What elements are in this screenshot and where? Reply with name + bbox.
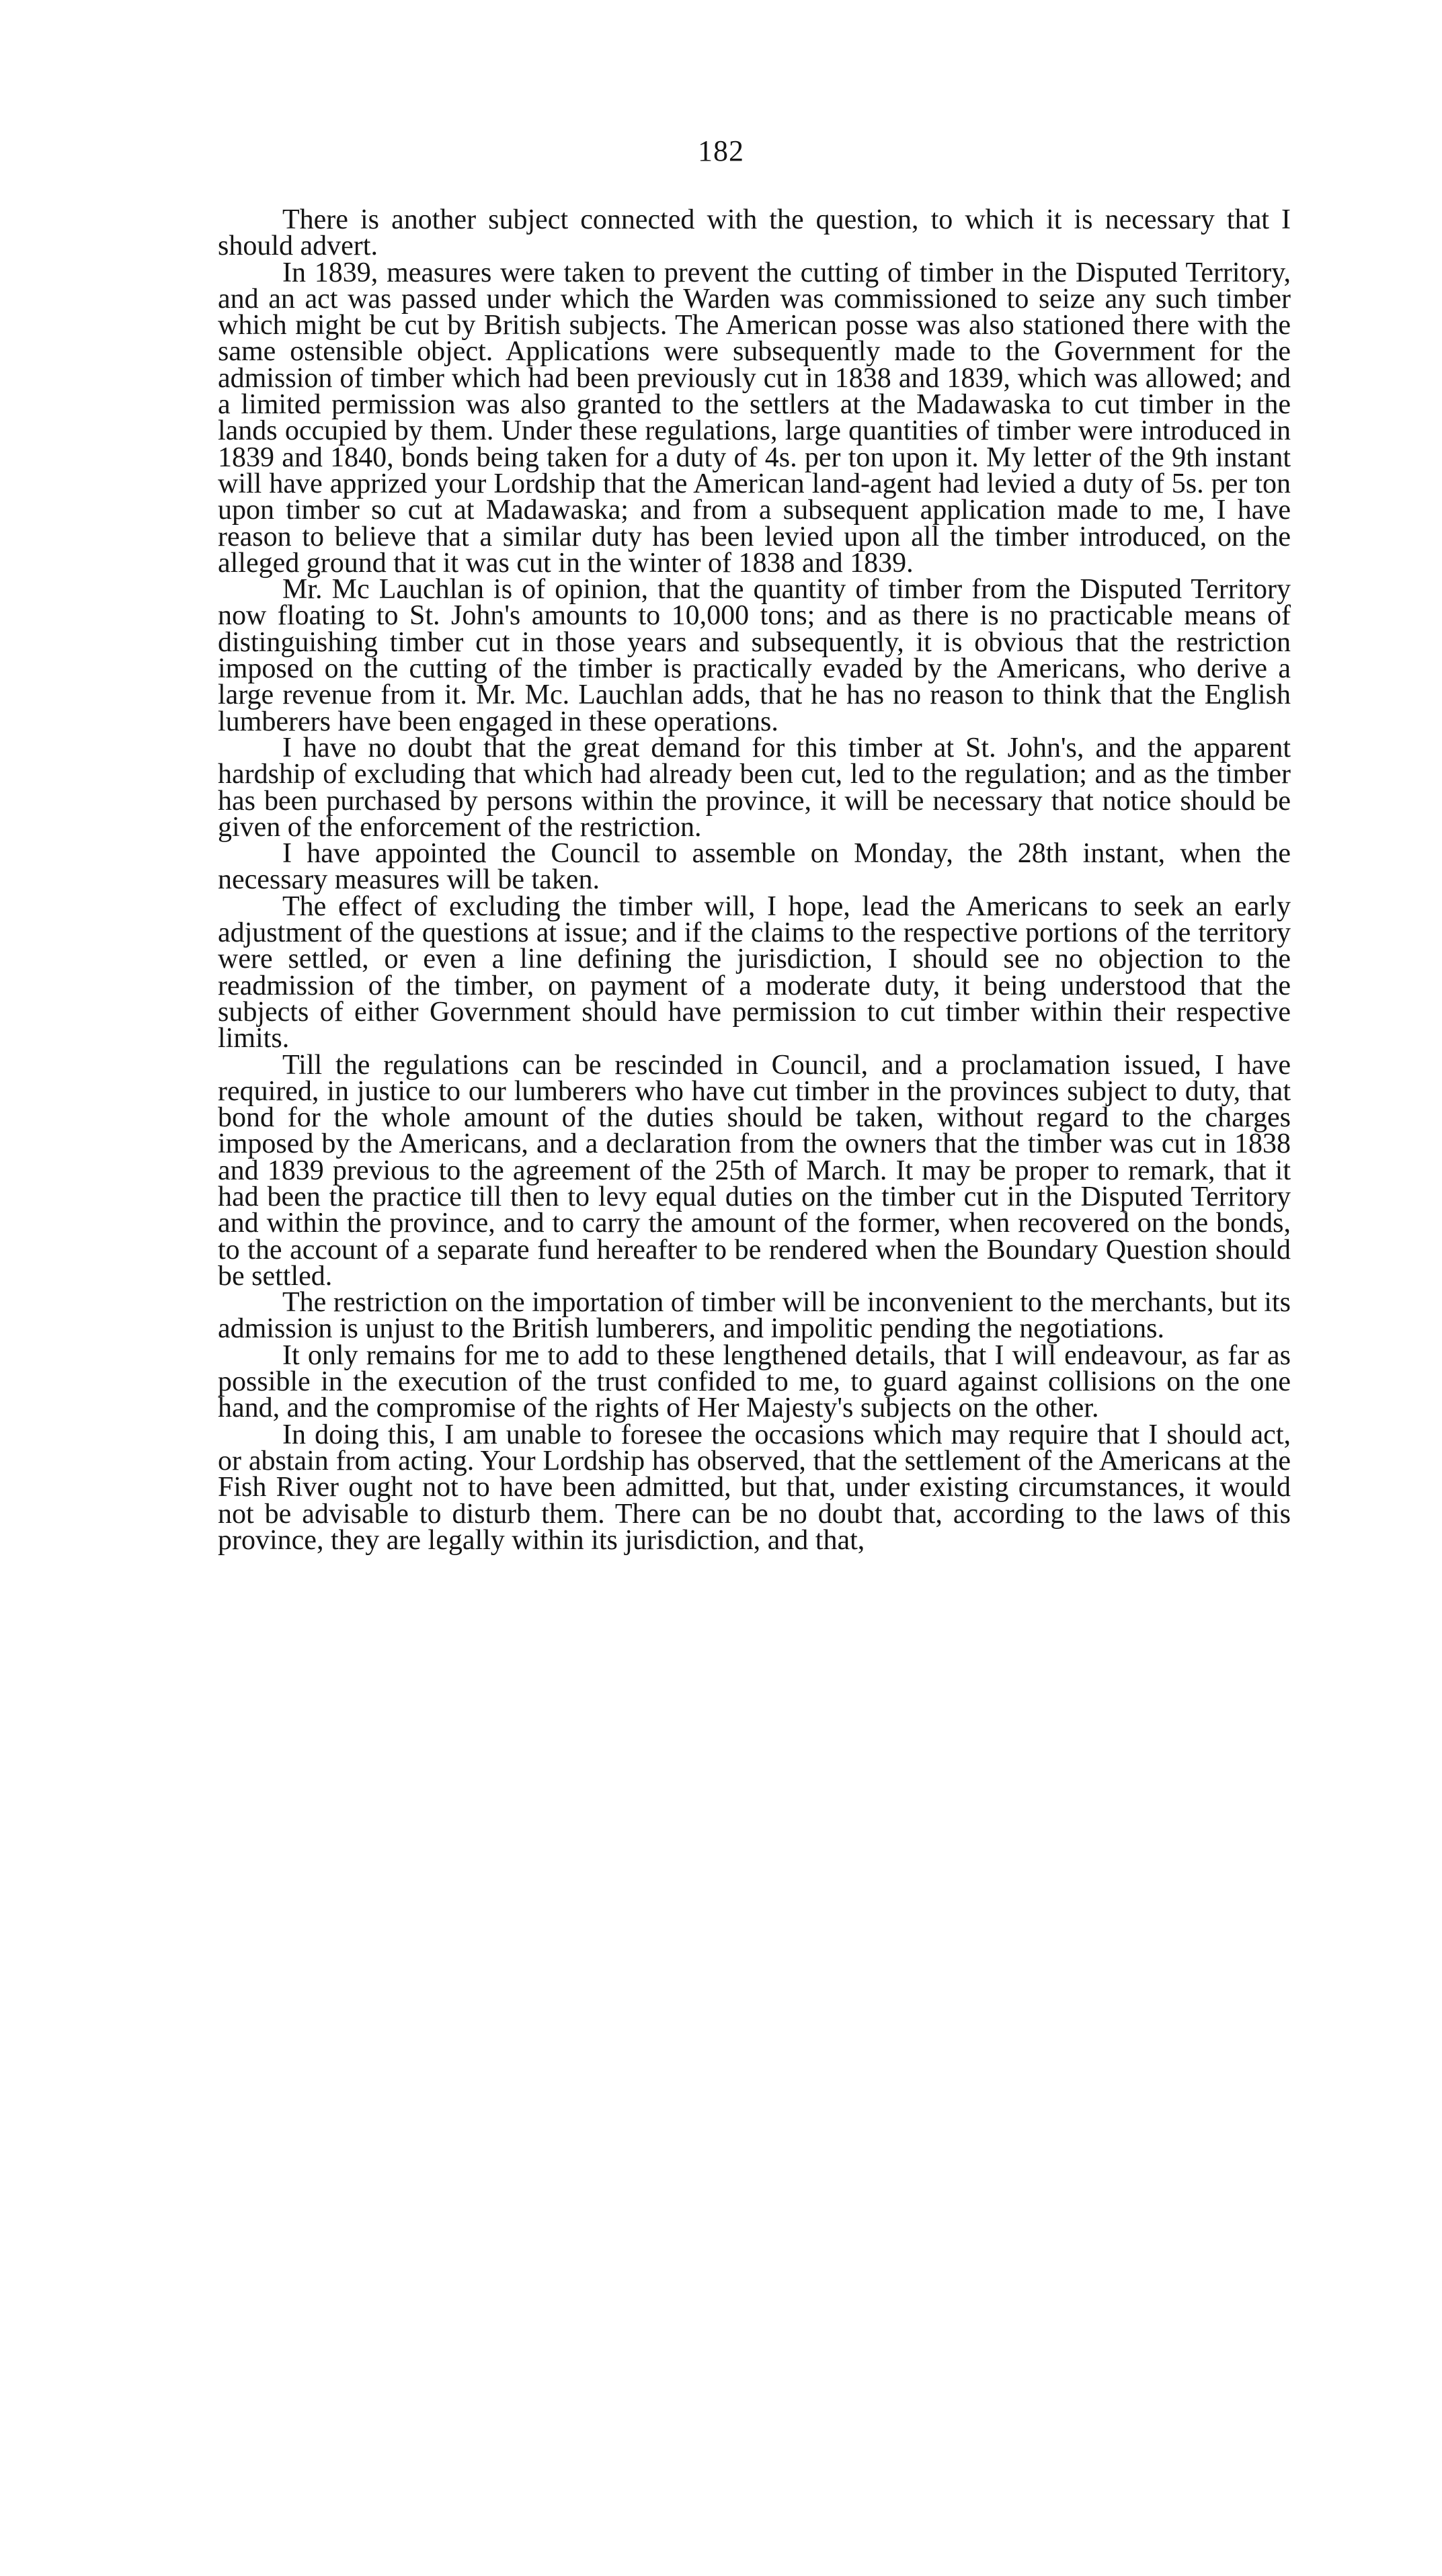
paragraph-mc-lauchlan-opinion: Mr. Mc Lauchlan is of opinion, that the quantity of timber from the Disputed Territory now floating to St. John's amounts to 10,000 tons; and as there is no practicable means of distinguishing timber cut in those years and subsequently, it is obvious that the restriction imposed on the cutting of the timber is practically evaded by the Americans, who derive a large revenue from it. Mr. Mc. Lauchlan adds, that he has no reason to think that the English lumberers have been engaged in these operations. bbox=[218, 574, 1291, 737]
paragraph-fish-river-settlement: In doing this, I am unable to foresee the occasions which may require that I should act, or abstain from acting. Your Lordship has observed, that the settlement of the Americans at the Fish River ought not to have been admitted, but that, under existing circumstances, it would not be advisable to disturb them. There can be no doubt that, according to the laws of this province, they are legally within its jurisdiction, and that, bbox=[218, 1419, 1291, 1556]
page-number: 182 bbox=[698, 134, 744, 167]
paragraph-subject-intro: There is another subject connected with the question, to which it is necessary that I should advert. bbox=[218, 204, 1291, 262]
body-text bbox=[218, 204, 1291, 1556]
paragraph-restriction-on-importation: The restriction on the importation of timber will be inconvenient to the merchants, but its admission is unjust to the British lumberers, and impolitic pending the negotiations. bbox=[218, 1287, 1291, 1345]
paragraph-remaining-details: It only remains for me to add to these lengthened details, that I will endeavour, as far as possible in the execution of the trust confided to me, to guard against collisions on the one hand, and the compromise of the rights of Her Majesty's subjects on the other. bbox=[218, 1339, 1291, 1424]
paragraph-till-regulations-rescinded: Till the regulations can be rescinded in Council, and a proclamation issued, I have required, in justice to our lumberers who have cut timber in the provinces subject to duty, that bond for the whole amount of the duties should be taken, without regard to the charges imposed by the Americans, and a declaration from the owners that the timber was cut in 1838 and 1839 previous to the agreement of the 25th of March. It may be proper to remark, that it had been the practice till then to levy equal duties on the timber cut in the Disputed Territory and within the province, and to carry the amount of the former, when recovered on the bonds, to the account of a separate fund hereafter to be rendered when the Boundary Question should be settled. bbox=[218, 1049, 1291, 1292]
paragraph-1839-measures: In 1839, measures were taken to prevent the cutting of timber in the Disputed Territory, and an act was passed under which the Warden was commissioned to seize any such timber which might be cut by British subjects. The American posse was also stationed there with the same ostensible object. Applications were subsequently made to the Government for the admission of timber which had been previously cut in 1838 and 1839, which was allowed; and a limited permission was also granted to the settlers at the Madawaska to cut timber in the lands occupied by them. Under these regulations, large quantities of timber were introduced in 1839 and 1840, bonds being taken for a duty of 4s. per ton upon it. My letter of the 9th instant will have apprized your Lordship that the American land-agent had levied a duty of 5s. per ton upon timber so cut at Madawaska; and from a subsequent application made to me, I have reason to believe that a similar duty has been levied upon all the timber introduced, on the alleged ground that it was cut in the winter of 1838 and 1839. bbox=[218, 257, 1291, 579]
paragraph-effect-of-exclusion: The effect of excluding the timber will, I hope, lead the Americans to seek an early adjustment of the questions at issue; and if the claims to the respective portions of the territory were settled, or even a line defining the jurisdiction, I should see no objection to the readmission of the timber, on payment of a moderate duty, it being understood that the subjects of either Government should have permission to cut timber within their respective limits. bbox=[218, 890, 1291, 1054]
paragraph-timber-demand: I have no doubt that the great demand for this timber at St. John's, and the apparent hardship of excluding that which had already been cut, led to the regulation; and as the timber has been purchased by persons within the province, it will be necessary that notice should be given of the enforcement of the restriction. bbox=[218, 732, 1291, 843]
paragraph-council-meeting: I have appointed the Council to assemble on Monday, the 28th instant, when the necessary measures will be taken. bbox=[218, 838, 1291, 896]
